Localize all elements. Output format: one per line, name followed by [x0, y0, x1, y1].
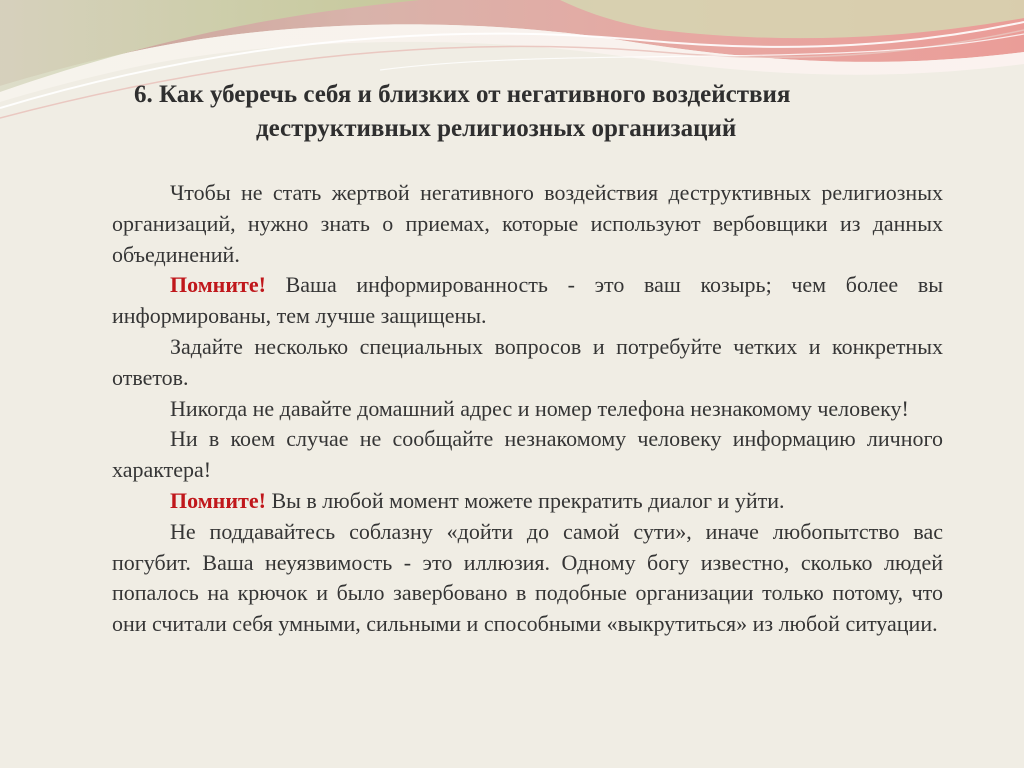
paragraph-1: [112, 178, 943, 270]
remember-label: Помните!: [170, 272, 266, 298]
paragraph-6: [112, 486, 943, 517]
paragraph-3-text: Задайте несколько специальных вопросов и потребуйте четких и конкретных ответов.: [112, 333, 943, 390]
paragraph-7: [112, 517, 943, 640]
title-line-1: 6. Как уберечь себя и близких от негативного воздействия: [134, 81, 791, 108]
paragraph-2: [112, 270, 943, 332]
paragraph-7-text: Не поддавайтесь соблазну «дойти до самой сути», иначе любопытство вас погубит. Ваша неуязвимость - это иллюзия. Одному богу известно, сколько людей попалось на крючок и было завербовано в подобные организации только потому, что они считали себя умными, сильными и способными «выкрутиться» из любой ситуации.: [112, 518, 943, 637]
paragraph-5: [112, 424, 943, 486]
paragraph-1-text: Чтобы не стать жертвой негативного воздействия деструктивных религиозных организаций, нужно знать о приемах, которые используют вербовщики из данных объединений.: [112, 180, 943, 267]
body-text: [112, 178, 943, 640]
paragraph-2-text: Ваша информированность - это ваш козырь; чем более вы информированы, тем лучше защищены.: [112, 272, 943, 329]
paragraph-4: [112, 394, 943, 425]
paragraph-6-text: Вы в любой момент можете прекратить диалог и уйти.: [265, 487, 785, 513]
remember-label: Помните!: [170, 487, 266, 513]
paragraph-5-text: Ни в коем случае не сообщайте незнакомому человеку информацию личного характера!: [112, 426, 943, 483]
title-line-2: деструктивных религиозных организаций: [256, 115, 737, 142]
slide-title: [120, 78, 920, 146]
paragraph-4-text: Никогда не давайте домашний адрес и номер телефона незнакомому человеку!: [170, 395, 909, 421]
paragraph-3: [112, 332, 943, 394]
